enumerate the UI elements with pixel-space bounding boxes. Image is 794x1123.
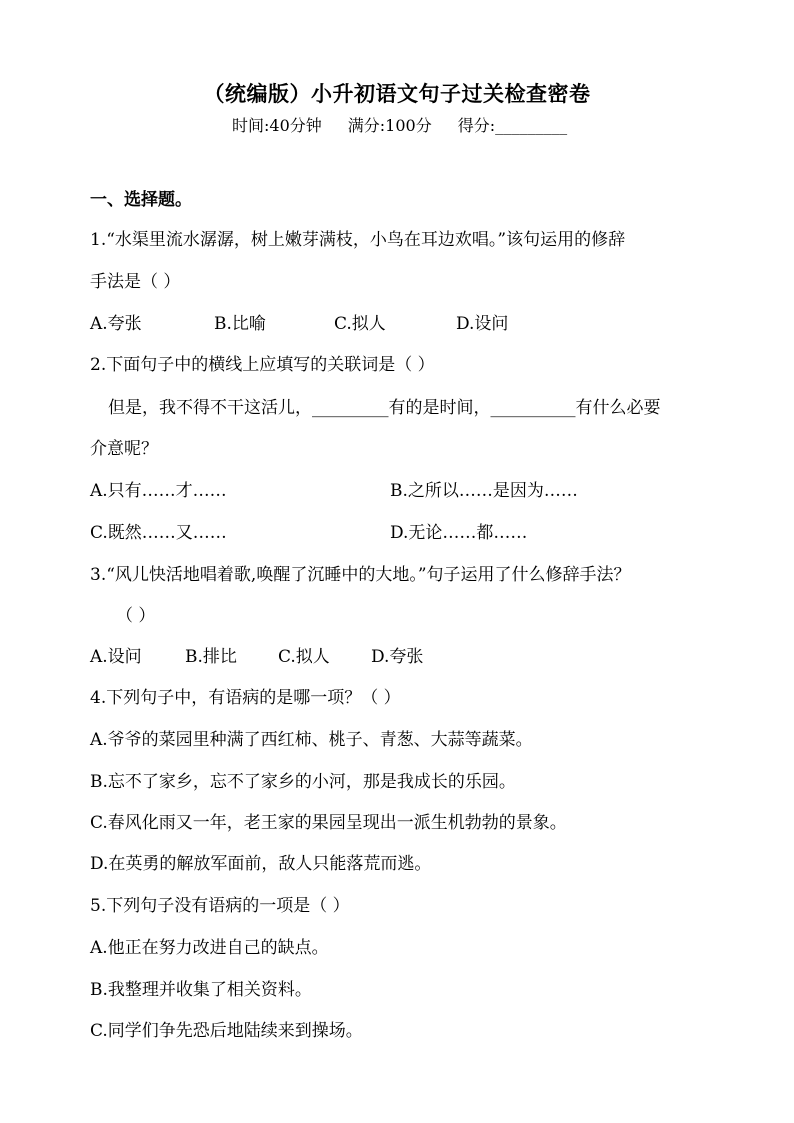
question-2-line-1: 2.下面句子中的横线上应填写的关联词是（ ） [90,355,435,375]
section-title: 一、选择题。 [90,190,192,210]
exam-meta [232,113,567,136]
q1-option-c: C.拟人 [334,314,386,334]
q1-option-d: D.设问 [456,314,509,334]
question-3-line-1: 3.“风儿快活地唱着歌,唤醒了沉睡中的大地。”句子运用了什么修辞手法？ [90,565,631,585]
question-5-line-1: 5.下列句子没有语病的一项是（ ） [90,896,350,916]
question-3-line-2: （ ） [116,606,156,626]
q1-option-b: B.比喻 [214,314,266,334]
question-2-line-2: 但是，我不得不干这活儿，_________有的是时间，__________有什么必要 [108,398,661,418]
q4-option-d: D.在英勇的解放军面前，敌人只能落荒而逃。 [90,854,432,874]
time-limit: 时间:40分钟 [232,116,322,135]
q5-option-b: B.我整理并收集了相关资料。 [90,980,312,1000]
q2-option-c: C.既然……又…… [90,523,227,543]
q4-option-a: A.爷爷的菜园里种满了西红柿、桃子、青葱、大蒜等蔬菜。 [90,730,533,750]
q3-option-d: D.夸张 [371,647,424,667]
question-4-line-1: 4.下列句子中，有语病的是哪一项？（ ） [90,688,401,708]
question-2-line-3: 介意呢？ [90,439,158,459]
q1-option-a: A.夸张 [90,314,142,334]
question-1-line-2: 手法是（ ） [90,272,181,292]
q2-option-d: D.无论……都…… [390,523,528,543]
q2-option-b: B.之所以……是因为…… [390,481,578,501]
q3-option-b: B.排比 [185,647,237,667]
q4-option-b: B.忘不了家乡，忘不了家乡的小河，那是我成长的乐园。 [90,772,516,792]
full-score: 满分:100分 [347,116,432,135]
q2-option-a: A.只有……才…… [90,481,227,501]
score-field: 得分:_________ [457,116,568,135]
q4-option-c: C.春风化雨又一年，老王家的果园呈现出一派生机勃勃的景象。 [90,813,567,833]
question-1-line-1: 1.“水渠里流水潺潺，树上嫩芽满枝，小鸟在耳边欢唱。”该句运用的修辞 [90,230,626,250]
q5-option-c: C.同学们争先恐后地陆续来到操场。 [90,1021,363,1041]
q3-option-a: A.设问 [90,647,142,667]
q3-option-c: C.拟人 [278,647,330,667]
q5-option-a: A.他正在努力改进自己的缺点。 [90,938,329,958]
page-title: （统编版）小升初语文句子过关检查密卷 [203,81,591,106]
